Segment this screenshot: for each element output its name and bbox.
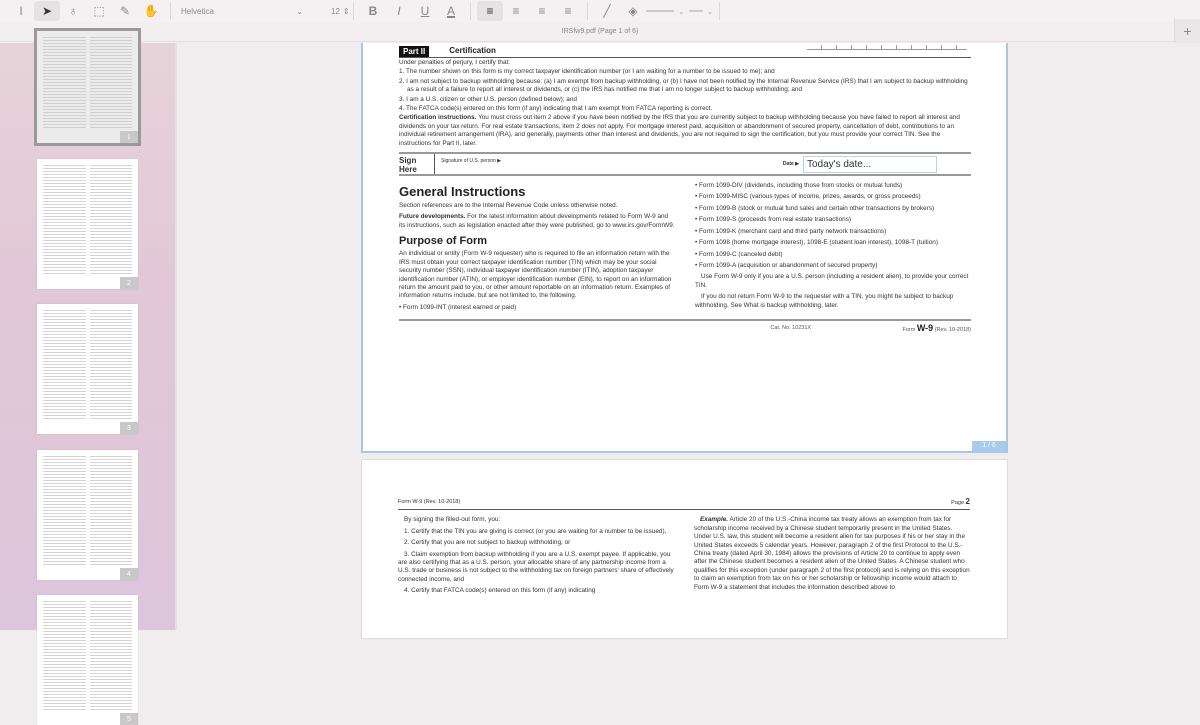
form-bullet: • Form 1099-C (canceled debt): [695, 250, 783, 258]
cert-item: 2. I am not subject to backup withholding because: (a) I am exempt from backup withholding, or (b) I have not been notified by the Internal Revenue Service (IRS) that I am subject to backup withholding as a result of a failure to report all interest or dividends, or (c) the IRS has notified me that I am no longer subject to backup withholding; and: [399, 77, 968, 94]
form-bullet: • Form 1099-B (stock or mutual fund sales and certain other transactions by brokers): [695, 204, 935, 212]
cat-number: Cat. No. 10231X: [770, 325, 812, 332]
page2-para: 4. Certify that FATCA code(s) entered on this form (if any) indicating: [404, 587, 596, 595]
document-view[interactable]: [179, 43, 1200, 630]
page-thumbnail-4[interactable]: [37, 450, 138, 580]
align-center-button[interactable]: ≡: [512, 4, 520, 18]
date-label: Date ▶: [782, 160, 799, 167]
chevron-down-icon: ⌄: [706, 6, 714, 16]
text-cursor-icon[interactable]: I: [19, 4, 23, 18]
line-style-preview: [689, 10, 703, 12]
page-footer: [399, 319, 971, 334]
page-number-badge: 2: [120, 277, 138, 289]
general-text: Section references are to the Internal Revenue Code unless otherwise noted.: [399, 202, 618, 210]
thumbnail-sidebar[interactable]: [0, 43, 177, 723]
divider: [587, 2, 588, 20]
use-text: Use Form W-9 only if you are a U.S. person (including a resident alien), to provide your correct TIN.: [695, 273, 969, 289]
cert-item: 3. I am a U.S. citizen or other U.S. person (defined below); and: [399, 95, 577, 103]
pointer-tool-icon[interactable]: ➤: [34, 1, 60, 21]
pen-icon[interactable]: ✎: [119, 4, 131, 18]
window-title: [0, 22, 1200, 42]
sign-here-label: Sign Here: [399, 154, 435, 174]
chevron-down-icon: ⌄: [678, 6, 685, 16]
purpose-text: An individual or entity (Form W-9 requester) who is required to file an information return with the IRS must obtain your correct taxpayer identification number (TIN) which may be your social security number (SSN), individual taxpayer identification number (ITIN), adoption taxpayer identification number (ATIN), or employer identification number (EIN), to report on an information return the amount paid to you, or other amount reportable on an information return. Examples of information returns include, but are not limited to, the following.: [399, 250, 672, 300]
cert-item: 4. The FATCA code(s) entered on this form (if any) indicating that I am exempt from FATCA reporting is correct.: [399, 105, 713, 113]
page-thumbnail-5[interactable]: [37, 595, 138, 725]
underline-button[interactable]: U: [420, 4, 430, 18]
align-right-button[interactable]: ≡: [538, 4, 546, 18]
part-title: Certification: [449, 45, 496, 55]
chevron-down-icon: ⌄: [296, 6, 303, 16]
divider: [170, 2, 171, 20]
font-family-value: Helvetica: [181, 6, 214, 16]
part-label: Part II: [399, 46, 429, 57]
page2-para: 1. Certify that the TIN you are giving is correct (or you are waiting for a number to be issued),: [404, 527, 667, 535]
if-text: If you do not return Form W-9 to the requester with a TIN, you might be subject to backup withholding. See What is backup withholding, later.: [695, 293, 954, 309]
purpose-bullet: • Form 1099-INT (interest earned or paid): [399, 303, 517, 311]
align-justify-button[interactable]: ≡: [564, 4, 572, 18]
form-bullet: • Form 1099-MISC (various types of income, prizes, awards, or gross proceeds): [695, 193, 921, 201]
align-left-button[interactable]: ≡: [477, 1, 503, 21]
cert-item: 1. The number shown on this form is my correct taxpayer identification number (or I am waiting for a number to be issued to me); and: [399, 68, 775, 76]
purpose-heading: Purpose of Form: [399, 235, 488, 248]
form-bullet: • Form 1099-K (merchant card and third party network transactions): [695, 227, 887, 235]
divider: [470, 2, 471, 20]
form-name: Form W-9 (Rev. 10-2018): [902, 323, 971, 334]
page-indicator-badge: 1 / 6: [972, 441, 1006, 451]
italic-button[interactable]: I: [397, 4, 401, 18]
divider: [719, 2, 720, 20]
line-weight-preview: [646, 10, 674, 12]
page-number-badge: 5: [120, 713, 138, 725]
certification-text: [399, 59, 971, 148]
font-size-stepper[interactable]: [307, 6, 350, 16]
toolbar: [0, 0, 1200, 22]
bold-button[interactable]: B: [368, 4, 378, 18]
plus-icon: +: [1183, 23, 1192, 39]
page2-form-label: Form W-9 (Rev. 10-2018): [398, 499, 461, 505]
tin-boxes: [807, 45, 967, 50]
page2-page-number: Page 2: [951, 497, 970, 506]
page-thumbnail-3[interactable]: [37, 304, 138, 434]
pdf-page-1: [361, 43, 1008, 453]
stepper-icon: ⇕: [342, 6, 350, 16]
page-number-badge: 3: [120, 422, 138, 434]
text-color-button[interactable]: A: [446, 4, 455, 18]
page2-para: 3. Claim exemption from backup withholding if you are a U.S. exempt payee. If applicable, you are also certifying that as a U.S. person, your allocable share of any partnership income from a U.S. trade or business is not subject to the withholding tax on foreign partners' share of effectively connected income, and: [398, 550, 674, 583]
form-bullet: • Form 1099-DIV (dividends, including those from stocks or mutual funds): [695, 182, 903, 190]
page-thumbnail-2[interactable]: [37, 159, 138, 289]
font-family-select[interactable]: [177, 7, 307, 16]
marquee-select-icon[interactable]: ⬚: [93, 4, 105, 18]
fill-color-icon[interactable]: ◈: [628, 4, 638, 18]
document-title: IRSfw9.pdf (Page 1 of 6): [561, 28, 639, 35]
page2-para: By signing the filled-out form, you:: [404, 516, 501, 524]
line-weight-select[interactable]: [646, 7, 713, 16]
form-bullet: • Form 1099-S (proceeds from real estate transactions): [695, 216, 852, 224]
page-thumbnail-1[interactable]: [37, 31, 138, 143]
new-tab-button[interactable]: [1174, 19, 1200, 43]
general-instructions-heading: General Instructions: [399, 184, 526, 200]
pdf-page-2: [361, 459, 1008, 639]
form-bullet: • Form 1099-A (acquisition or abandonment of secured property): [695, 261, 878, 269]
font-size-value: 12: [331, 6, 340, 16]
form-bullet: • Form 1098 (home mortgage interest), 1098-E (student loan interest), 1098-T (tuition): [695, 239, 938, 247]
hand-tool-icon[interactable]: ♁: [68, 4, 78, 18]
page2-header: [398, 498, 970, 510]
page-number-badge: 1: [120, 131, 138, 143]
example-para: Example. Article 20 of the U.S.-China income tax treaty allows an exemption from tax for scholarship income received by a Chinese student temporarily present in the United States. Under U.S. law, this student will become a resident alien for tax purposes if his or her stay in the United States exceeds 5 calendar years. However, paragraph 2 of the first Protocol to the U.S.-China treaty (dated April 30, 1984) allows the provisions of Article 20 to continue to apply even after the Chinese student becomes a resident alien of the United States. A Chinese student who qualifies for this exception (under paragraph 2 of the first protocol) and is relying on this exception to claim an exemption from tax on his or her scholarship or fellowship income would attach to Form W-9 a statement that includes the information described above to: [694, 516, 970, 591]
date-field[interactable]: [803, 156, 937, 173]
future-developments: Future developments. For the latest information about developments related to Form W-9 and its instructions, such as legislation enacted after they were published, go to www.irs.gov/FormW9.: [399, 213, 675, 229]
cert-intro: Under penalties of perjury, I certify that:: [399, 59, 511, 66]
divider: [353, 2, 354, 20]
signature-field[interactable]: Signature of U.S. person ▶: [441, 158, 501, 165]
cert-instructions: Certification instructions. You must cross out item 2 above if you have been notified by the IRS that you are currently subject to backup withholding because you have failed to report all interest and dividends on your tax return. For real estate transactions, item 2 does not apply. For mortgage interest paid, acquisition or abandonment of secured property, cancellation of debt, contributions to an individual retirement arrangement (IRA), and generally, payments other than interest and dividends, you are not required to sign the certification, but you must provide your correct TIN. See the instructions for Part II, later.: [399, 114, 960, 147]
line-tool-icon[interactable]: ╱: [603, 4, 611, 18]
grab-icon[interactable]: ✋: [143, 4, 159, 18]
page-number-badge: 4: [120, 568, 138, 580]
signature-row: [399, 152, 971, 176]
page2-para: 2. Certify that you are not subject to backup withholding, or: [404, 539, 571, 547]
part-ii-header: [399, 45, 971, 58]
